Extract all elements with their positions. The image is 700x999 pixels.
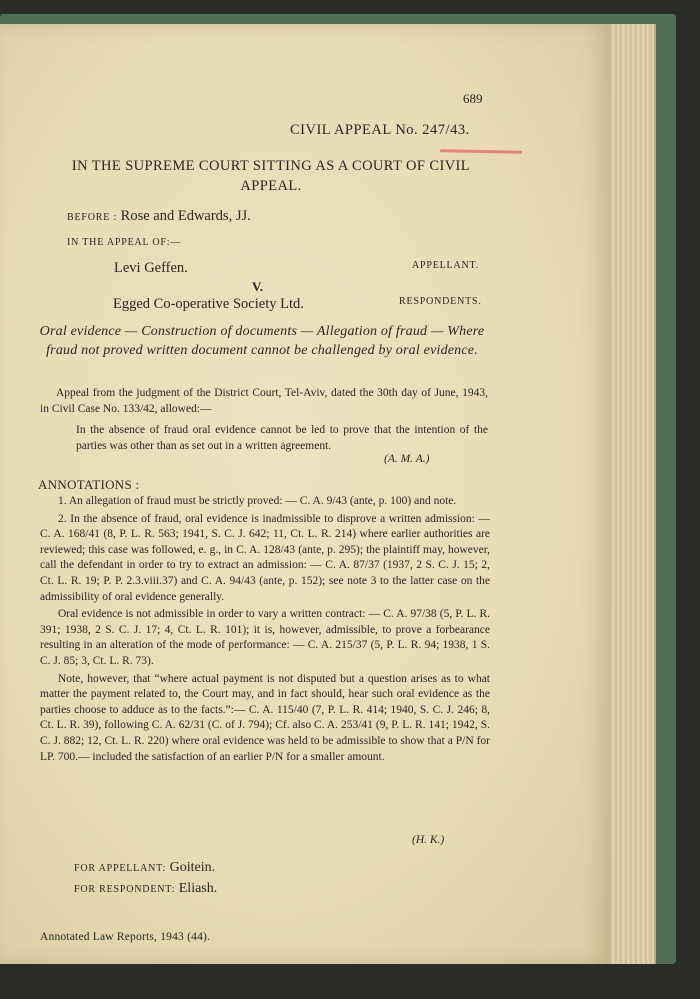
counsel-respondent-label: FOR RESPONDENT: <box>74 884 176 895</box>
headnote: Oral evidence — Construction of documents — Allegation of fraud — Where fraud not proved written document cannot be challenged by oral evidence. <box>39 324 485 358</box>
appellant-role: APPELLANT. <box>412 260 479 271</box>
bench-line <box>67 208 251 225</box>
counsel-respondent-name: Eliash. <box>178 881 218 896</box>
judges: Rose and Edwards, JJ. <box>120 208 251 224</box>
appeal-of-label: IN THE APPEAL OF:— <box>67 237 182 248</box>
respondent-name: Egged Co-operative Society Ltd. <box>113 296 304 312</box>
annotations-heading: ANNOTATIONS : <box>38 477 140 492</box>
before-label: BEFORE : <box>67 212 118 223</box>
appellant-name: Levi Geffen. <box>114 260 188 276</box>
annotation-note: Note, however, that “where actual payment is not disputed but a question arises as to what matter the payment related to, the Court may, and in fact should, hear such oral evidence as the parties choose to adduce as to the facts.”:— C. A. 115/40 (7, P. L. R. 414; 1940, S. C. J. 246; 8, Ct. L. R. 39), following C. A. 62/31 (C. of J. 794); Cf. also C. A. 253/41 (9, P. L. R. 141; 1942, S. C. J. 882; 12, Ct. L. R. 220) where oral evidence was held to be admissible to show that a P/N for LP. 700.— included the satisfaction of an earlier P/N for a smaller amount. <box>40 672 490 763</box>
document-page <box>0 24 610 964</box>
held-paragraph: In the absence of fraud oral evidence cannot be led to prove that the intention of the parties was other than as set out in a written agreement. <box>76 424 488 452</box>
page-number: 689 <box>463 91 483 106</box>
court-title: IN THE SUPREME COURT SITTING AS A COURT OF CIVIL APPEAL. <box>71 158 471 194</box>
counsel-appellant-name: Goitein. <box>169 860 216 875</box>
red-pen-underline <box>440 149 522 153</box>
page-footer: Annotated Law Reports, 1943 (44). <box>40 931 211 943</box>
annotations-body <box>40 494 490 767</box>
annotation-note: Oral evidence is not admissible in order to vary a written contract: — C. A. 97/38 (5, P. L. R. 391; 1938, 2 S. C. J. 17; 4, Ct. L. R. 101); it is, however, admissible, to prove a forbearance resulting in an alteration of the mode of performance: — C. A. 215/37 (5, P. L. R. 94; 1938, 1 S. C. J. 85; 3, Ct. L. R. 73). <box>40 608 490 667</box>
counsel-appellant <box>74 860 215 876</box>
intro-paragraph: Appeal from the judgment of the District Court, Tel-Aviv, dated the 30th day of June, 1943, in Civil Case No. 133/42, allowed:— <box>40 387 488 415</box>
counsel-appellant-label: FOR APPELLANT: <box>74 863 167 874</box>
annotations-citation: (H. K.) <box>412 834 445 846</box>
versus: V. <box>252 279 263 294</box>
annotation-note: 1. An allegation of fraud must be strictly proved: — C. A. 9/43 (ante, p. 100) and note. <box>58 495 457 507</box>
case-number: CIVIL APPEAL No. 247/43. <box>290 122 470 138</box>
held-citation: (A. M. A.) <box>384 453 430 465</box>
annotation-note: 2. In the absence of fraud, oral evidence is inadmissible to disprove a written admission: — C. A. 168/41 (8, P. L. R. 563; 1941, S. C. J. 642; 11, Ct. L. R. 214) where earlier authorities are reviewed; this case was followed, e. g., in C. A. 128/43 (ante, p. 295); the plaintiff may, however, call the defendant in order to try to extract an admission: — C. A. 87/37 (1937, 2 S. C. J. 15; 2, Ct. L. R. 19; P. P. 2.3.viii.37) and C. A. 94/43 (ante, p. 152); see note 3 to the latter case on the admissibility of oral evidence generally. <box>40 512 490 603</box>
counsel-respondent <box>74 881 217 897</box>
respondent-role: RESPONDENTS. <box>399 296 482 307</box>
